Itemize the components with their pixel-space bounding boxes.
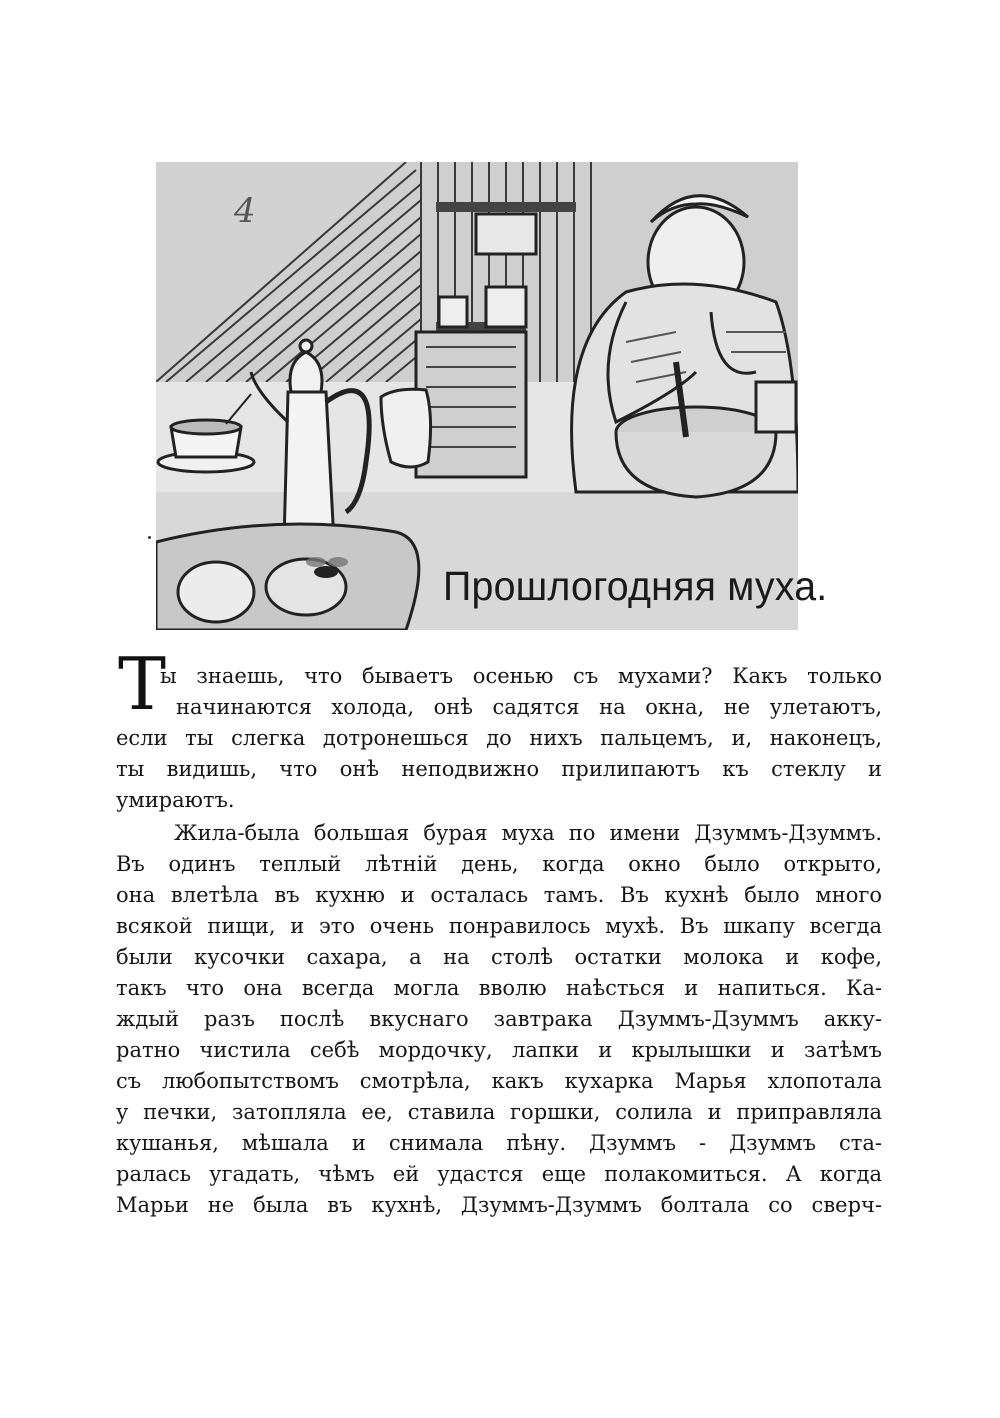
text-line: такъ что она всегда могла вволю наѣсться и напиться. Ка- [116,976,882,1000]
text-line: кушанья, мѣшала и снимала пѣну. Дзуммъ - Дзуммъ ста- [116,1131,882,1155]
text-line: Жила-была большая бурая муха по имени Дзуммъ-Дзуммъ. [174,821,882,845]
text-line: Въ одинъ теплый лѣтній день, когда окно было открыто, [116,852,882,876]
chapter-title: Прошлогодняя муха. [443,563,828,609]
text-line: если ты слегка дотронешься до нихъ пальцемъ, и, наконецъ, [116,726,882,750]
text-line: ты видишь, что онѣ неподвижно прилипаютъ къ стеклу и [116,757,882,781]
text-line: ы знаешь, что бываетъ осенью съ мухами? Какъ только [160,664,882,688]
text-line: всякой пищи, и это очень понравилось мухѣ. Въ шкапу всегда [116,914,882,938]
page-speck [148,536,151,539]
text-line: ждый разъ послѣ вкуснаго завтрака Дзуммъ-Дзуммъ акку- [116,1007,882,1031]
text-line: умираютъ. [116,788,235,812]
text-line: она влетѣла въ кухню и осталась тамъ. Въ кухнѣ было много [116,883,882,907]
kitchen-illustration [156,162,798,630]
text-line: ратно чистила себѣ мордочку, лапки и крылышки и затѣмъ [116,1038,882,1062]
text-line: Марьи не была въ кухнѣ, Дзуммъ-Дзуммъ болтала со сверч- [116,1193,882,1217]
text-line: у печки, затопляла ее, ставила горшки, солила и приправляла [116,1100,882,1124]
text-line: были кусочки сахара, а на столѣ остатки молока и кофе, [116,945,882,969]
text-line: съ любопытствомъ смотрѣла, какъ кухарка Марья хлопотала [116,1069,882,1093]
drop-cap: Т [118,642,167,726]
handwritten-page-number: 4 [234,191,256,231]
text-line: ралась угадать, чѣмъ ей удастся еще полакомиться. А когда [116,1162,882,1186]
text-line: начинаются холода, онѣ садятся на окна, не улетаютъ, [176,695,882,719]
cook-in-kitchen-picture [156,162,798,630]
